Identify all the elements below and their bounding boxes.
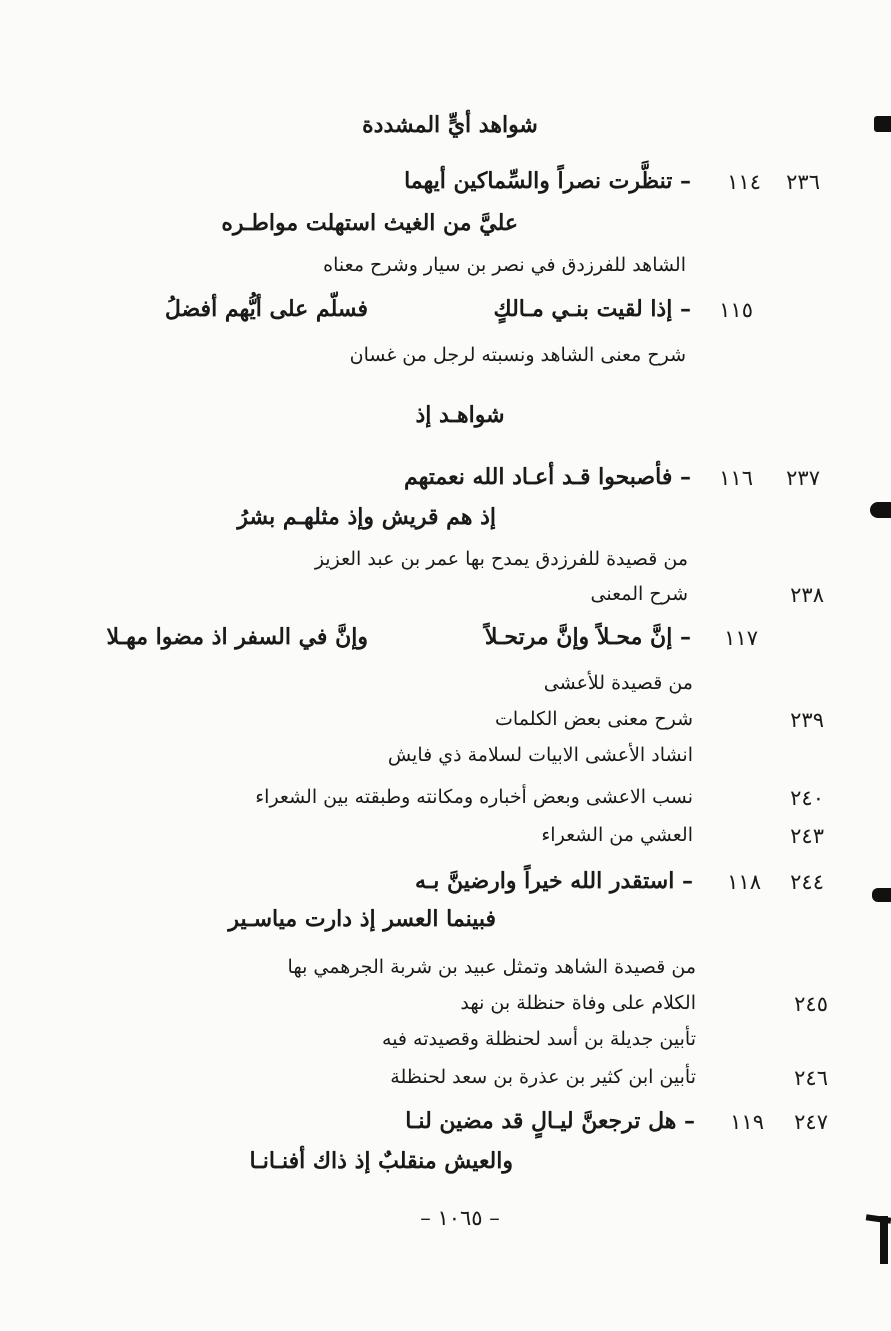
section-title: شواهد أيٍّ المشددة <box>362 112 538 138</box>
note-line: الكلام على وفاة حنظلة بن نهد <box>460 992 696 1014</box>
page-number: ٢٤٧ <box>794 1110 828 1134</box>
page-folio: – ١٠٦٥ – <box>420 1206 500 1230</box>
verse-number: ١١٦ <box>719 466 753 490</box>
note-line: العشي من الشعراء <box>541 824 693 846</box>
verse-second-hemistich: فبينما العسر إذ دارت مياسـير <box>228 906 496 932</box>
verse-first-hemistich: – تنظَّرت نصراً والسِّماكين أيهما <box>404 168 691 194</box>
section-title: شواهـد إذ <box>415 402 505 428</box>
verse-second-hemistich: عليَّ من الغيث استهلت مواطـره <box>221 210 518 236</box>
page-number: ٢٣٦ <box>786 170 820 194</box>
note-line: انشاد الأعشى الابيات لسلامة ذي فايش <box>387 744 693 766</box>
verse-number: ١١٧ <box>724 626 758 650</box>
verse-first-hemistich: – استقدر الله خيراً وارضينَّ بـه <box>415 868 693 894</box>
page-number: ٢٣٩ <box>790 708 824 732</box>
verse-second-hemistich: وإنَّ في السفر اذ مضوا مهـلا <box>106 624 368 650</box>
page-number: ٢٣٨ <box>790 583 824 607</box>
verse-first-hemistich: – فأصبحوا قـد أعـاد الله نعمتهم <box>404 464 691 490</box>
scan-edge-mark <box>870 502 891 518</box>
note-line: تأبين جديلة بن أسد لحنظلة وقصيدته فيه <box>382 1028 696 1050</box>
verse-first-hemistich: – إذا لقيت بنـي مـالكٍ <box>493 296 691 322</box>
page-number: ٢٤٤ <box>790 870 824 894</box>
page-number: ٢٤٣ <box>790 824 824 848</box>
note-line: من قصيدة الشاهد وتمثل عبيد بن شربة الجرهمي بها <box>287 956 696 978</box>
verse-second-hemistich: فسلّم على أيُّهم أفضلُ <box>164 296 368 322</box>
note-line: الشاهد للفرزدق في نصر بن سيار وشرح معناه <box>323 254 686 276</box>
scan-edge-mark <box>874 116 891 132</box>
page-number: ٢٤٠ <box>790 786 824 810</box>
verse-number: ١١٨ <box>727 870 761 894</box>
verse-second-hemistich: والعيش منقلبٌ إذ ذاك أفنـانـا <box>249 1148 513 1174</box>
note-line: من قصيدة للفرزدق يمدح بها عمر بن عبد العزيز <box>314 548 688 570</box>
verse-number: ١١٥ <box>719 298 753 322</box>
scan-edge-mark <box>872 888 891 902</box>
note-line: تأبين ابن كثير بن عذرة بن سعد لحنظلة <box>390 1066 696 1088</box>
note-line: نسب الاعشى وبعض أخباره ومكانته وطبقته بين الشعراء <box>255 786 693 808</box>
note-line: شرح معنى بعض الكلمات <box>495 708 693 730</box>
verse-second-hemistich: إذ هم قريش وإذ مثلهـم بشرُ <box>237 504 496 530</box>
page-number: ٢٣٧ <box>786 466 820 490</box>
page-number: ٢٤٦ <box>794 1066 828 1090</box>
note-line: من قصيدة للأعشى <box>543 672 693 694</box>
page-number: ٢٤٥ <box>794 992 828 1016</box>
note-line: شرح معنى الشاهد ونسبته لرجل من غسان <box>349 344 686 366</box>
note-line: شرح المعنى <box>590 583 688 605</box>
verse-first-hemistich: – إنَّ محـلاً وإنَّ مرتحـلاً <box>484 624 691 650</box>
scan-edge-mark <box>880 1216 888 1264</box>
verse-first-hemistich: – هل ترجعنَّ ليـالٍ قد مضين لنـا <box>405 1108 695 1134</box>
verse-number: ١١٤ <box>727 170 761 194</box>
verse-number: ١١٩ <box>730 1110 764 1134</box>
